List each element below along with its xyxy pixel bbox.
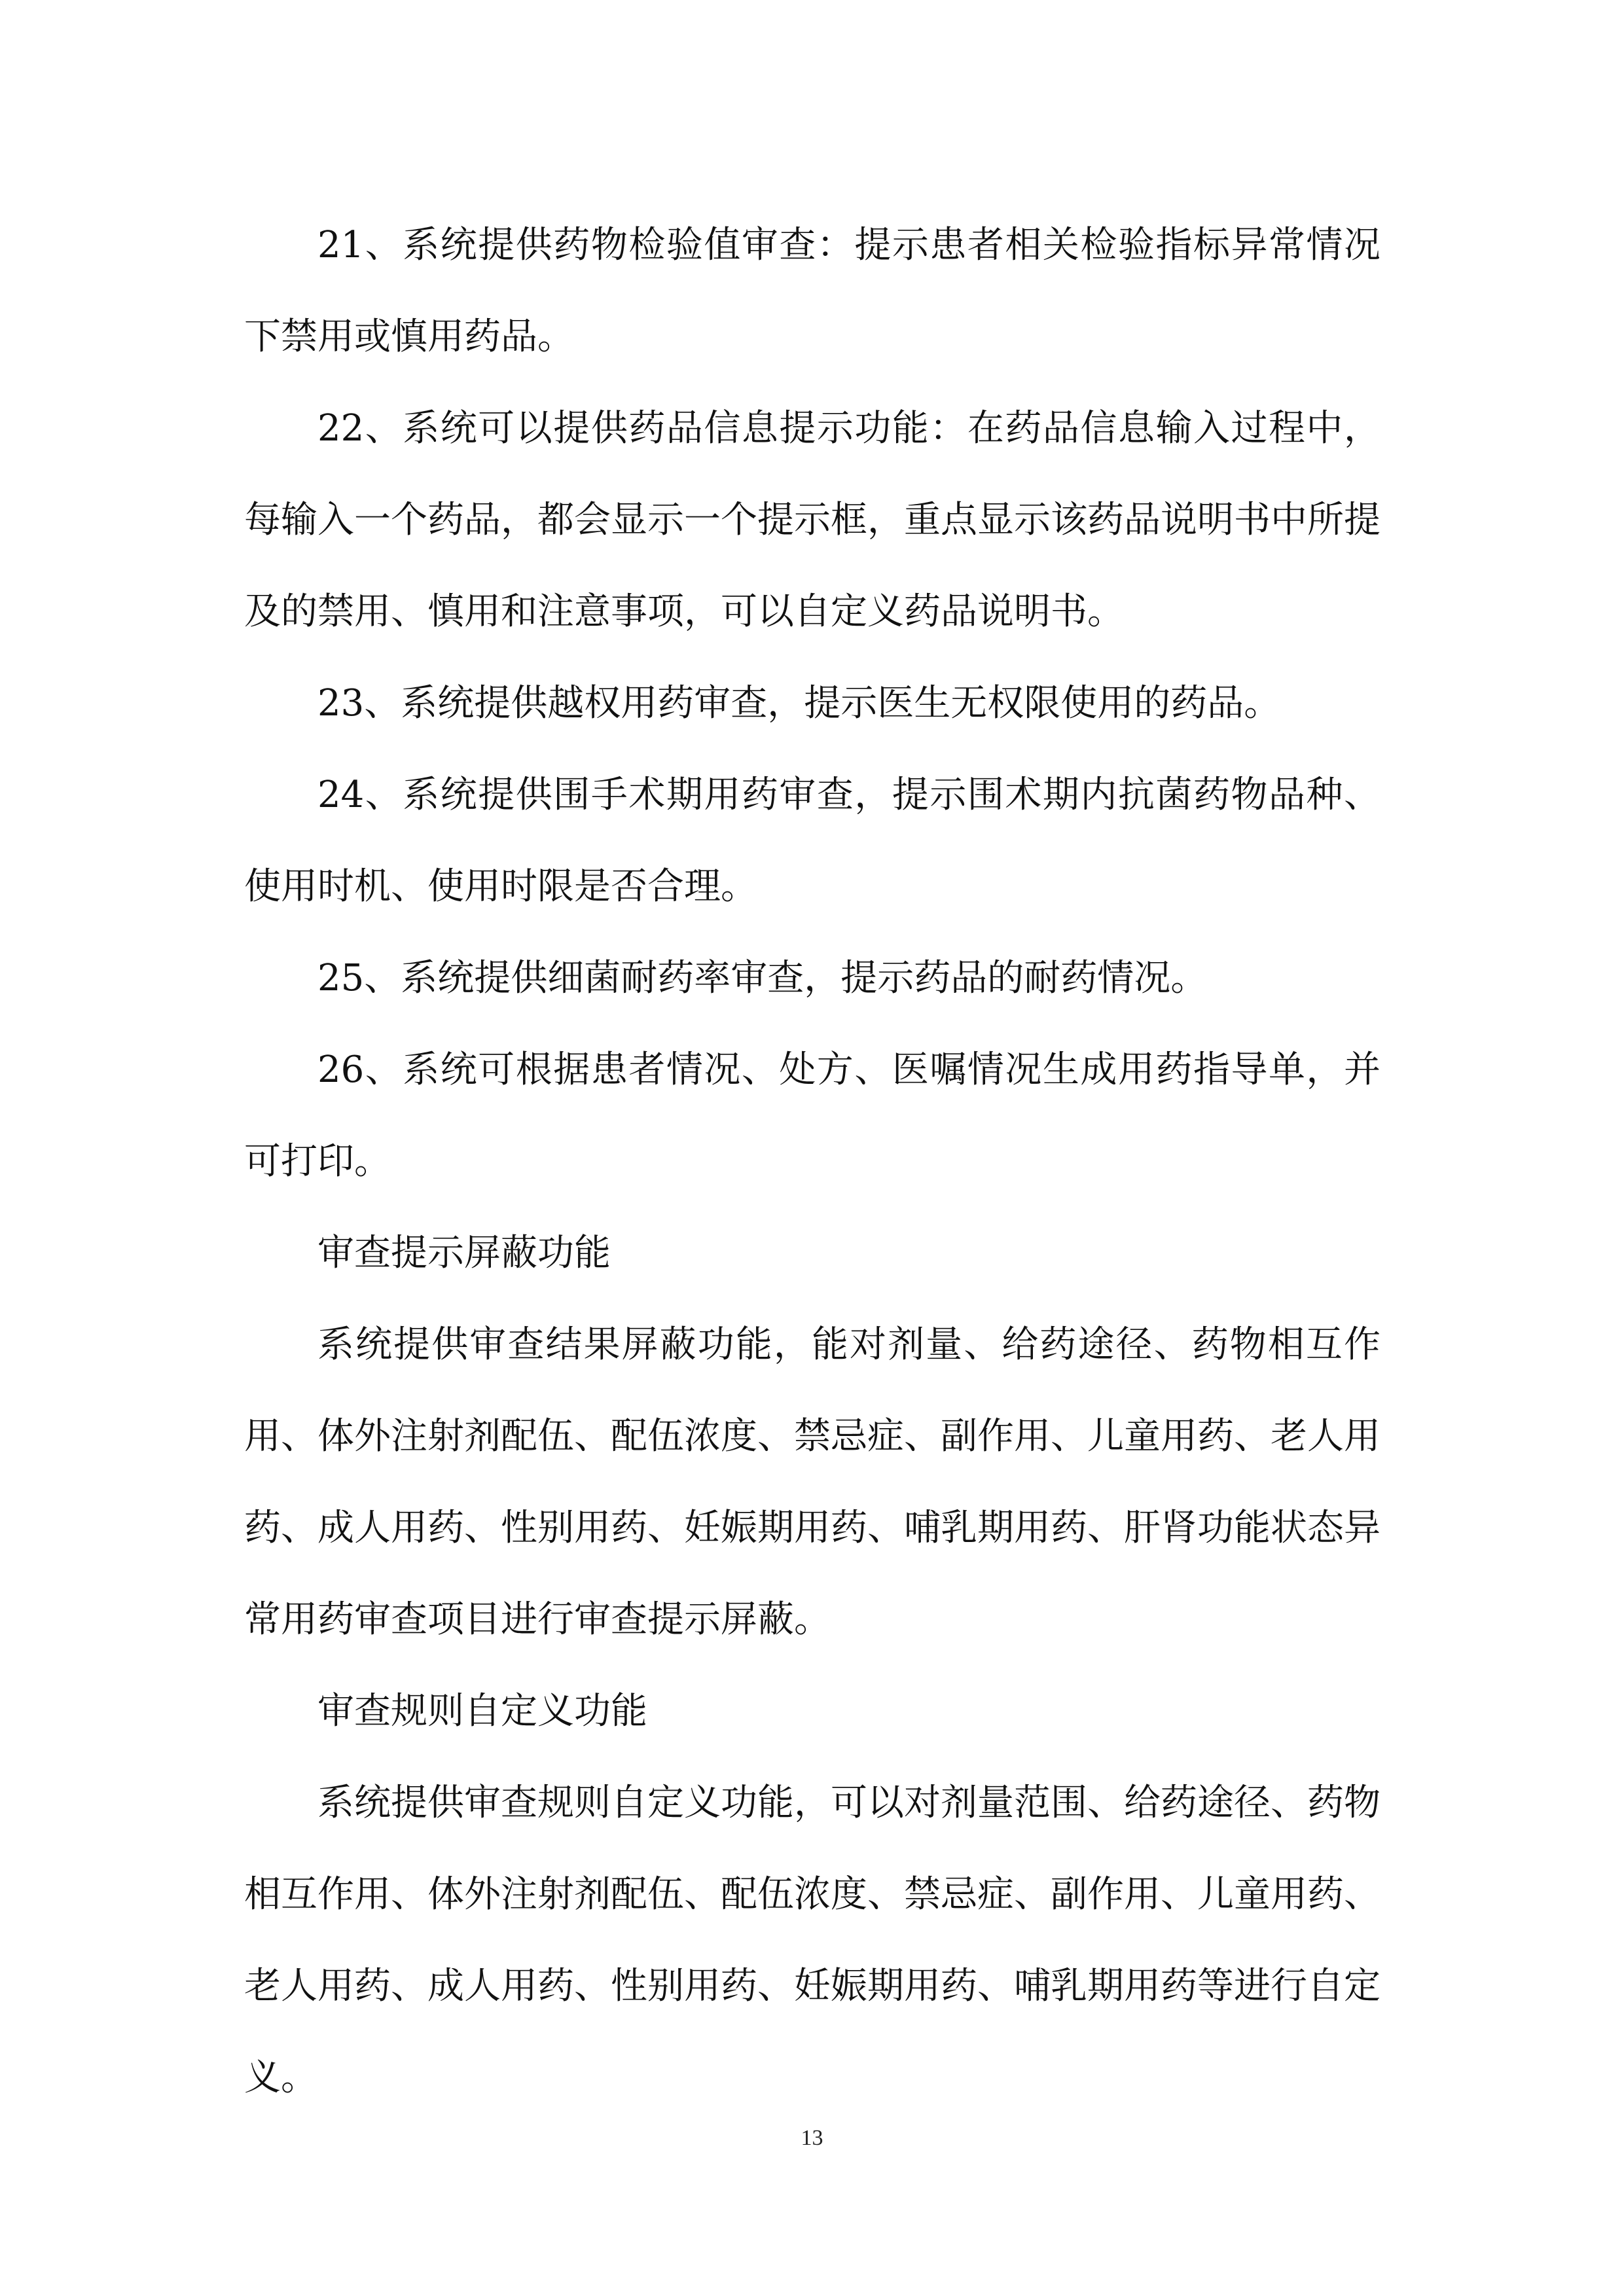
item-21-drug-lab-value-review: 21、系统提供药物检验值审查：提示患者相关检验指标异常情况下禁用或慎用药品。 (244, 224, 1380, 358)
paragraph-custom-review-rules: 系统提供审查规则自定义功能，可以对剂量范围、给药途径、药物相互作用、体外注射剂配伍、配伍浓度、禁忌症、副作用、儿童用药、老人用药、成人用药、性别用药、妊娠期用药、哺乳期用药等进行自定义。 (244, 1782, 1380, 2099)
page-number: 13 (801, 2126, 823, 2150)
item-23-unauthorized-medication-review: 23、系统提供越权用药审查，提示医生无权限使用的药品。 (317, 682, 1281, 725)
section-heading-review-prompt-shielding: 审查提示屏蔽功能 (317, 1232, 611, 1274)
item-25-bacterial-resistance-review: 25、系统提供细菌耐药率审查，提示药品的耐药情况。 (317, 957, 1208, 999)
item-22-drug-info-prompt: 22、系统可以提供药品信息提示功能：在药品信息输入过程中，每输入一个药品，都会显示一个提示框，重点显示该药品说明书中所提及的禁用、慎用和注意事项，可以自定义药品说明书。 (244, 407, 1380, 633)
section-heading-custom-review-rules: 审查规则自定义功能 (317, 1690, 647, 1732)
item-24-perioperative-medication-review: 24、系统提供围手术期用药审查，提示围术期内抗菌药物品种、使用时机、使用时限是否合理。 (244, 774, 1380, 908)
paragraph-review-result-shielding: 系统提供审查结果屏蔽功能，能对剂量、给药途径、药物相互作用、体外注射剂配伍、配伍浓度、禁忌症、副作用、儿童用药、老人用药、成人用药、性别用药、妊娠期用药、哺乳期用药、肝肾功能状态异常用药审查项目进行审查提示屏蔽。 (244, 1323, 1380, 1641)
document-body (244, 200, 1380, 2124)
item-26-medication-guide-sheet: 26、系统可根据患者情况、处方、医嘱情况生成用药指导单，并可打印。 (244, 1049, 1380, 1183)
